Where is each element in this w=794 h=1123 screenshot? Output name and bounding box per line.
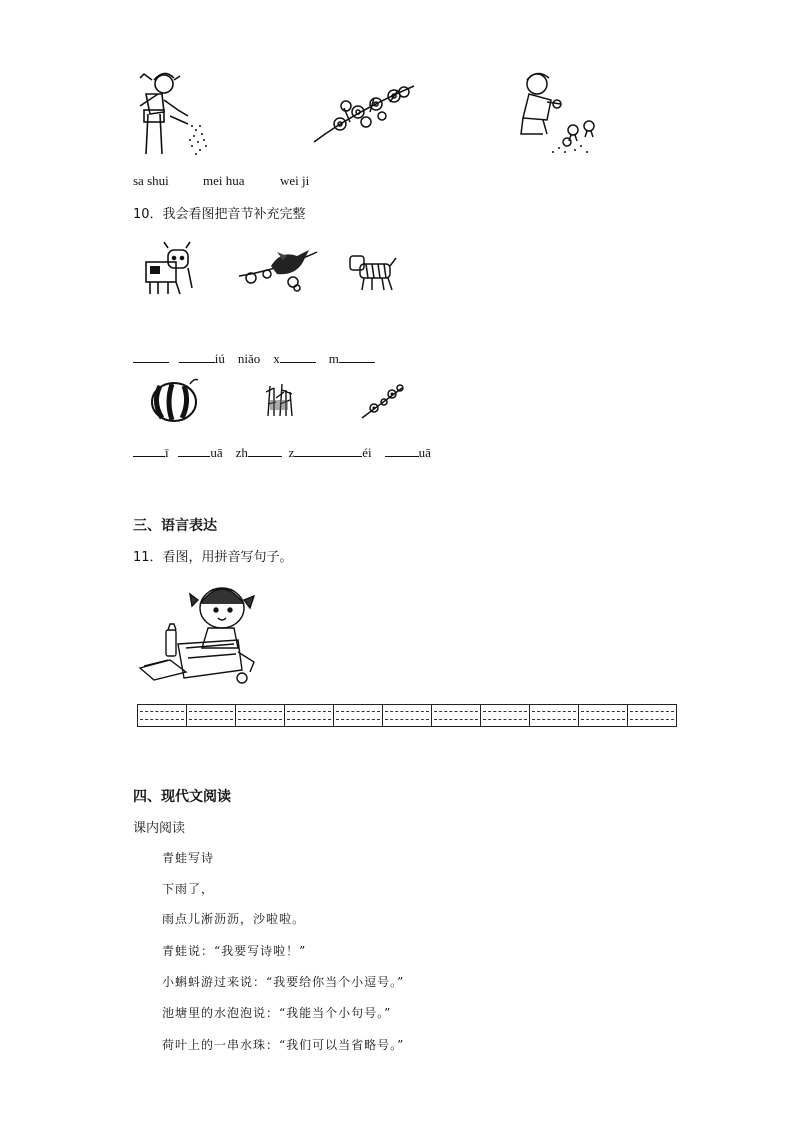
poem-line: 青蛙说：“我要写诗啦！” [162,944,307,958]
word-niao: niǎo [237,351,261,366]
poem-line: 荷叶上的一串水珠：“我们可以当省略号。” [162,1038,405,1052]
grid-cell[interactable] [187,705,236,726]
blank-1[interactable] [133,350,169,363]
grid-cell[interactable] [383,705,432,726]
poem-line: 池塘里的水泡泡说：“我能当个小句号。” [162,1006,392,1020]
prefix-z: z [288,445,295,460]
grid-cell[interactable] [334,705,383,726]
blank-7[interactable] [248,444,282,457]
pinyin-writing-grid[interactable] [137,704,677,727]
suffix-iu: iú [214,351,225,366]
label-sa-shui: sa shui [133,173,169,188]
grid-cell[interactable] [481,705,530,726]
suffix-ei: éi [362,445,372,460]
tiger-picture [346,252,398,292]
blank-2[interactable] [179,350,215,363]
blank-3[interactable] [280,350,316,363]
suffix-ua-2: uā [418,445,431,460]
label-wei-ji: wei ji [280,173,310,188]
section-3-title: 三、语言表达 [133,518,217,534]
blank-5[interactable] [133,444,165,457]
section-4-title: 四、现代文阅读 [133,789,231,805]
girl-watering-picture [132,66,217,160]
blank-8[interactable] [294,444,362,457]
poem-title: 青蛙写诗 [162,851,215,865]
grid-cell[interactable] [530,705,579,726]
prefix-m: m [328,351,339,366]
blank-4[interactable] [339,350,375,363]
suffix-ua-1: uā [210,445,223,460]
question-10-title: 10．我会看图把音节补充完整 [133,207,306,222]
cow-picture [142,240,198,296]
grid-cell[interactable] [579,705,628,726]
grid-cell[interactable] [138,705,187,726]
prefix-zh: zh [235,445,248,460]
q10-row1 [133,350,375,367]
label-mei-hua: mei hua [203,173,245,188]
poem-line: 雨点儿淅沥沥，沙啦啦。 [162,912,306,926]
blank-6[interactable] [178,444,210,457]
girl-packing-schoolbag-picture [138,578,262,688]
question-11-title: 11．看图，用拼音写句子。 [133,550,293,565]
section-4-subtitle: 课内阅读 [133,821,186,836]
flower-branch-picture [360,384,406,420]
grid-cell[interactable] [432,705,481,726]
boy-feeding-chicks-picture [515,68,605,156]
poem-line: 小蝌蚪游过来说：“我要给你当个小逗号。” [162,975,405,989]
poem-line: 下雨了， [162,882,215,896]
blank-9[interactable] [385,444,419,457]
watermelon-picture [150,378,200,424]
suffix-i: ī [165,445,169,460]
bird-picture [237,244,319,294]
grid-cell[interactable] [628,705,676,726]
grid-cell[interactable] [236,705,285,726]
grid-cell[interactable] [285,705,334,726]
bamboo-picture [262,382,296,418]
plum-blossom-picture [310,82,420,146]
prefix-x: x [273,351,280,366]
q10-row2 [133,444,431,461]
